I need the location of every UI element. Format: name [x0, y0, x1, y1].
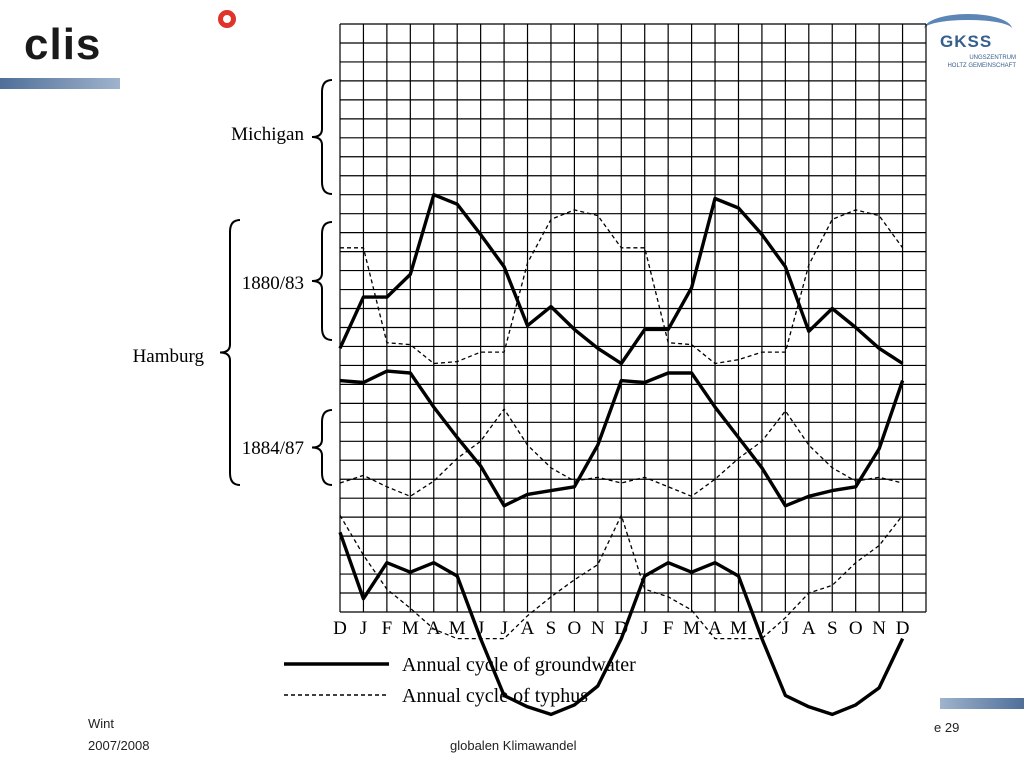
x-tick-label: N — [590, 618, 605, 639]
group-label-hamburg: Hamburg — [132, 346, 204, 367]
chart-legend — [284, 654, 636, 707]
x-tick-label: M — [401, 618, 419, 639]
x-axis-ticks — [333, 618, 909, 639]
brace-michigan — [312, 80, 332, 194]
x-tick-label: J — [476, 618, 485, 639]
x-tick-label: O — [567, 618, 582, 639]
x-tick-label: M — [730, 618, 747, 639]
x-tick-label: J — [500, 618, 508, 639]
x-tick-label: S — [545, 618, 557, 639]
x-tick-label: A — [426, 618, 441, 639]
x-tick-label: A — [801, 618, 816, 639]
x-tick-label: D — [333, 618, 347, 639]
gkss-logo-subtitle-line-2: HOLTZ GEMEINSCHAFT — [947, 63, 1016, 69]
group-braces — [133, 80, 332, 485]
x-tick-label: J — [758, 618, 766, 639]
brace-hamburg — [220, 220, 240, 485]
x-tick-label: O — [848, 618, 863, 639]
x-tick-label: J — [641, 618, 649, 639]
gkss-logo-subtitle-line-1: UNGSZENTRUM — [969, 55, 1016, 61]
footer-page-number: e 29 — [934, 720, 960, 735]
brace-1884-87 — [312, 410, 332, 485]
legend-label-solid: Annual cycle of groundwater — [402, 654, 636, 676]
x-tick-label: J — [781, 618, 790, 639]
legend-label-dashed: Annual cycle of typhus — [402, 685, 589, 707]
gkss-logo-name: GKSS — [940, 32, 993, 51]
x-tick-label: M — [448, 618, 466, 639]
group-label-1884-87: 1884/87 — [241, 438, 304, 459]
footer-semester: 2007/2008 — [88, 738, 150, 753]
x-tick-label: F — [662, 618, 674, 639]
footer-lecture-title: globalen Klimawandel — [450, 738, 577, 753]
x-tick-label: N — [872, 618, 886, 639]
x-tick-label: D — [614, 618, 629, 639]
brace-1880-83 — [312, 222, 332, 340]
x-tick-label: A — [708, 618, 722, 639]
x-tick-label: F — [381, 618, 393, 639]
chart-grid — [340, 24, 926, 612]
footer-course-label: Wint — [88, 716, 114, 731]
x-tick-label: J — [359, 618, 368, 639]
x-tick-label: M — [683, 618, 701, 639]
x-tick-label: S — [826, 618, 838, 639]
group-label-michigan: Michigan — [231, 124, 304, 145]
x-tick-label: D — [895, 618, 910, 639]
clisap-logo: clis — [24, 20, 102, 69]
group-label-1880-83: 1880/83 — [241, 273, 304, 294]
x-tick-label: A — [520, 618, 535, 639]
